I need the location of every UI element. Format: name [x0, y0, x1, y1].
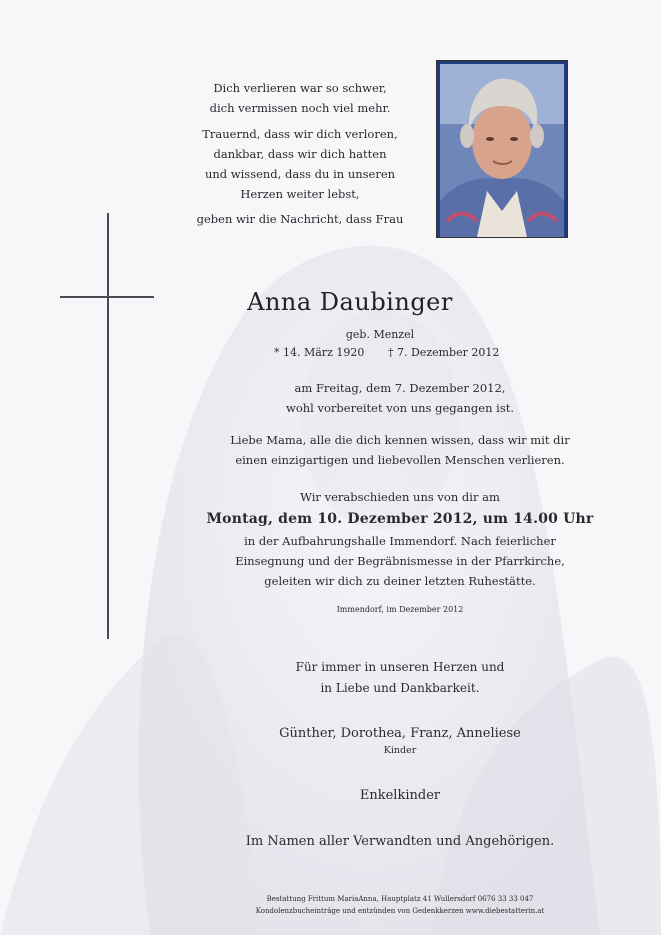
text-line: in Liebe und Dankbarkeit.	[320, 681, 480, 695]
poem-line: dankbar, dass wir dich hatten	[213, 147, 387, 161]
portrait-photo	[437, 61, 567, 237]
poem-line: Trauernd, dass wir dich verloren,	[202, 127, 398, 141]
text-line: wohl vorbereitet von uns gegangen ist.	[285, 401, 514, 415]
footer-line: Bestattung Frittum MariaAnna, Hauptplatz 41 Wullersdorf 0676 33 33 047	[266, 895, 534, 903]
text-line: Liebe Mama, alle die dich kennen wissen, dass wir mit dir	[230, 433, 570, 447]
poem-line: und wissend, dass du in unseren	[204, 167, 396, 181]
place-date: Immendorf, im Dezember 2012	[336, 605, 464, 614]
text-line: Für immer in unseren Herzen und	[295, 660, 505, 674]
text-line: in der Aufbahrungshalle Immendorf. Nach feierlicher	[244, 534, 556, 548]
poem-line: Herzen weiter lebst,	[240, 187, 360, 201]
poem-line: dich vermissen noch viel mehr.	[209, 101, 391, 115]
cross-horizontal-bar	[60, 296, 154, 298]
poem	[200, 78, 400, 204]
text-line: am Freitag, dem 7. Dezember 2012,	[294, 381, 506, 395]
birth-date: * 14. März 1920	[274, 346, 365, 359]
funeral-date: Montag, dem 10. Dezember 2012, um 14.00 Uhr	[206, 511, 594, 527]
announcement-intro: geben wir die Nachricht, dass Frau	[196, 212, 404, 226]
relatives-line: Im Namen aller Verwandten und Angehörigen.	[245, 834, 555, 849]
family-message	[150, 430, 650, 470]
cross-vertical-bar	[107, 213, 109, 639]
footer-line: Kondolenzbucheinträge und entzünden von Gedenkkerzen www.diebestatterin.at	[255, 907, 545, 915]
text-line: einen einzigartigen und liebevollen Menschen verlieren.	[235, 453, 565, 467]
death-notice	[150, 378, 650, 418]
grandchildren: Enkelkinder	[359, 788, 441, 803]
funeral-details	[150, 487, 650, 591]
signers	[150, 724, 650, 758]
closing-verse	[150, 657, 650, 699]
signers-role: Kinder	[383, 745, 417, 756]
signers-names: Günther, Dorothea, Franz, Anneliese	[279, 726, 521, 741]
maiden-name: geb. Menzel	[345, 328, 415, 341]
poem-line: Dich verlieren war so schwer,	[213, 81, 387, 95]
death-date: † 7. Dezember 2012	[388, 346, 500, 359]
text-line: Einsegnung und der Begräbnismesse in der Pfarrkirche,	[235, 554, 565, 568]
text-line: Wir verabschieden uns von dir am	[300, 490, 500, 504]
footer	[150, 893, 650, 917]
text-line: geleiten wir dich zu deiner letzten Ruhestätte.	[264, 574, 536, 588]
deceased-name: Anna Daubinger	[247, 288, 453, 316]
